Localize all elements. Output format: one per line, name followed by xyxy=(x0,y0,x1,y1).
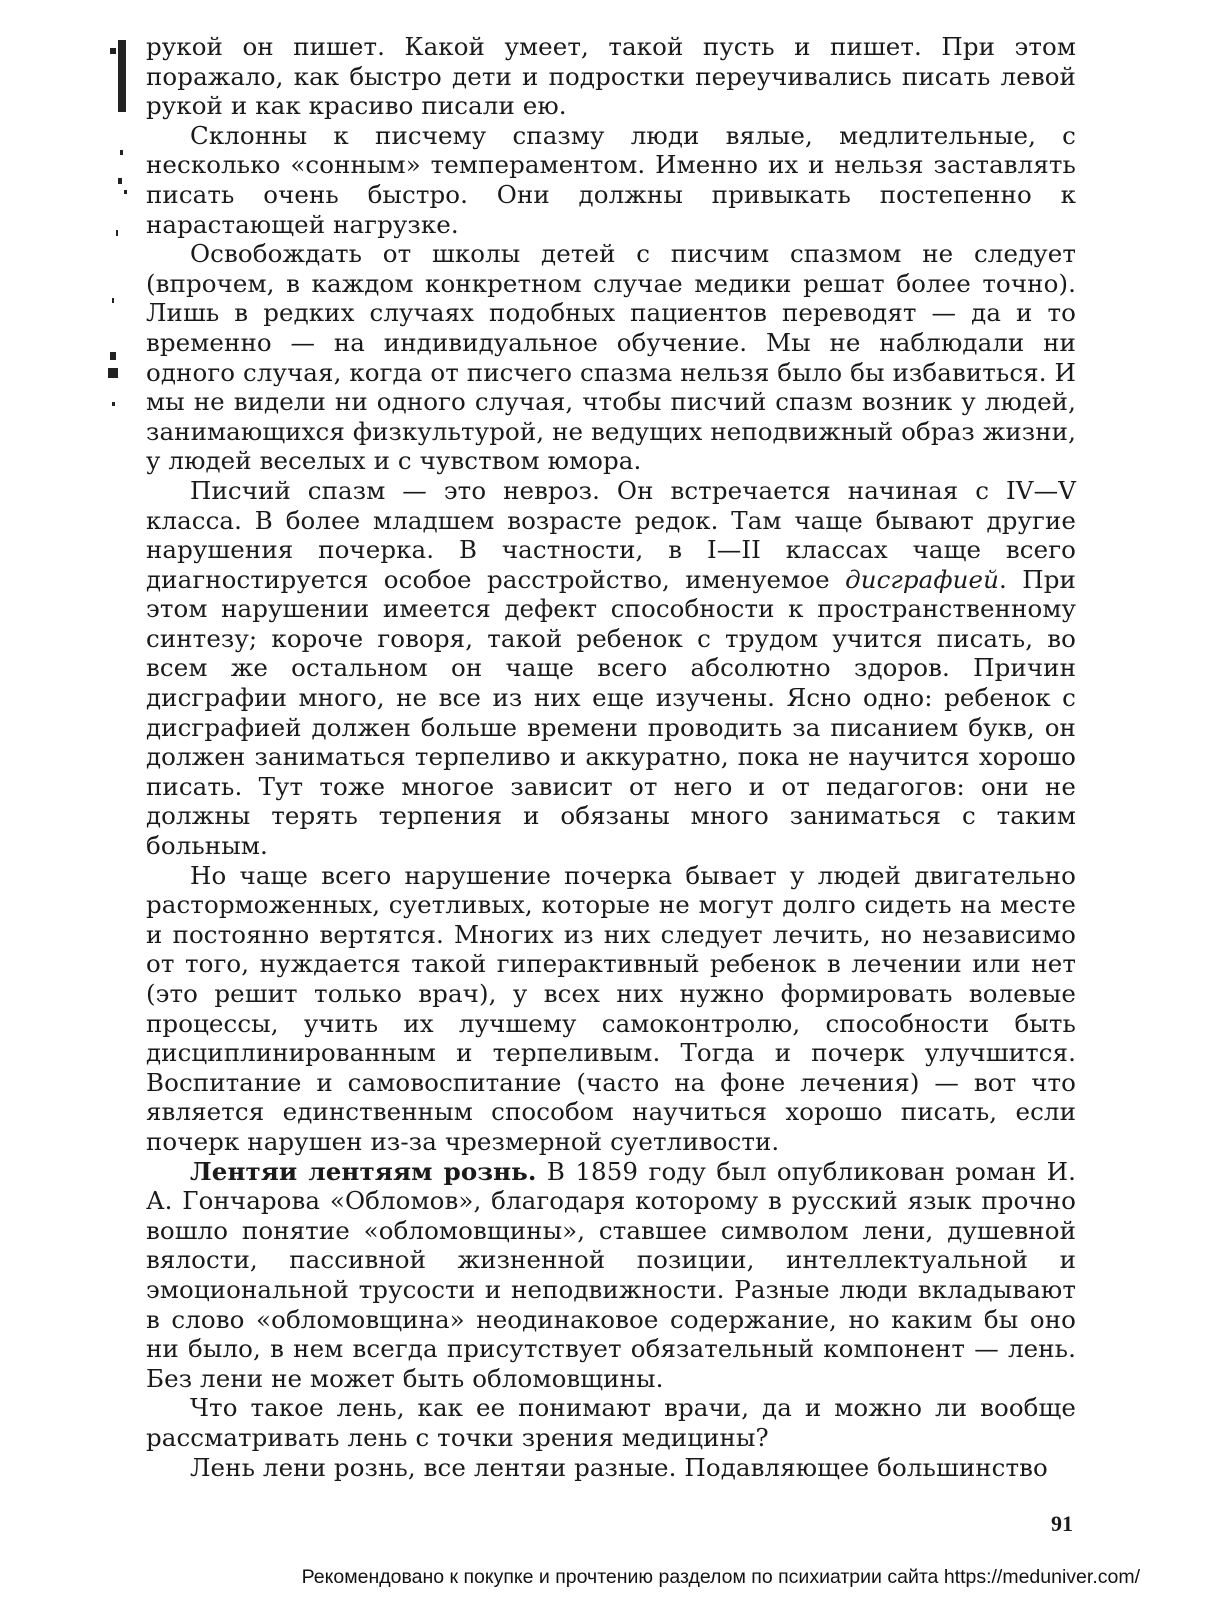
paragraph-8: Лень лени рознь, все лентяи разные. Подавляющее большинство xyxy=(190,1452,1048,1482)
paragraph-4: Писчий спазм — это невроз. Он встречается начиная с IV—V класса. В более младшем возрасте редок. Там чаще бывают другие нарушения почерка. В частности, в I—II классах чаще всего диагностируется особое расстройство, именуемое дисграфией. При этом нарушении имеется дефект способности к пространственному синтезу; короче говоря, такой ребенок с трудом учится писать, во всем же остальном он чаще всего абсолютно здоров. Причин дисграфии много, не все из них еще изучены. Ясно одно: ребенок с дисграфией должен больше времени проводить за писанием букв, он должен заниматься терпеливо и аккуратно, пока не научится хорошо писать. Тут тоже многое зависит от него и от педагогов: они не должны терять терпения и обязаны много заниматься с таким больным. xyxy=(146,475,1076,861)
section-heading: Лентяи лентяям рознь. xyxy=(190,1156,537,1186)
paragraph-5: Но чаще всего нарушение почерка бывает у людей двигательно расторможенных, суетливых, которые не могут долго сидеть на месте и постоянно вертятся. Многих из них следует лечить, но независимо от того, нуждается такой гиперактивный ребенок в лечении или нет (это решит только врач), у всех них нужно формировать волевые процессы, учить их лучшему самоконтролю, способности быть дисциплинированным и терпеливым. Тогда и почерк улучшится. Воспитание и самовоспитание (часто на фоне лечения) — вот что является единственным способом научиться хорошо писать, если почерк нарушен из-за чрезмерной суетливости. xyxy=(146,860,1076,1156)
paragraph-1: рукой он пишет. Какой умеет, такой пусть и пишет. При этом поражало, как быстро дети и подростки переучивались писать левой рукой и как красиво писали ею. xyxy=(146,32,1076,121)
paragraph-3: Освобождать от школы детей с писчим спазмом не следует (впрочем, в каждом конкретном случае медики решат более точно). Лишь в редких случаях подобных пациентов переводят — да и то временно — на индивидуальное обучение. Мы не наблюдали ни одного случая, когда от писчего спазма нельзя было бы избавиться. И мы не видели ни одного случая, чтобы писчий спазм возник у людей, занимающихся физкультурой, не ведущих неподвижный образ жизни, у людей веселых и с чувством юмора. xyxy=(146,239,1076,476)
section-text: В 1859 году был опубликован роман И. А. Гончарова «Обломов», благодаря которому в русский язык прочно вошло понятие «обломовщины», ставшее символом лени, душевной вялости, пассивной жизненной позиции, интеллектуальной и эмоциональной трусости и неподвижности. Разные люди вкладывают в слово «обломовщина» неодинаковое содержание, но каким бы оно ни было, в нем всегда присутствует обязательный компонент — лень. Без лени не может быть обломовщины. xyxy=(146,1156,1076,1393)
paragraph-7: Что такое лень, как ее понимают врачи, да и можно ли вообще рассматривать лень с точки зрения медицины? xyxy=(146,1393,1076,1452)
page-number: 91 xyxy=(1051,1511,1073,1536)
section-paragraph xyxy=(146,1157,1076,1394)
paragraph-2: Склонны к писчему спазму люди вялые, медлительные, с несколько «сонным» темпераментом. Именно их и нельзя заставлять писать очень быстро. Они должны привыкать постепенно к нарастающей нагрузке. xyxy=(146,120,1076,239)
page-body-text xyxy=(146,32,1076,1482)
footer-recommendation: Рекомендовано к покупке и прочтению разделом по психиатрии сайта https://meduniver.com/ xyxy=(301,1566,1140,1588)
scan-artifact-marks xyxy=(104,40,134,420)
italic-term: дисграфией xyxy=(845,564,1000,594)
